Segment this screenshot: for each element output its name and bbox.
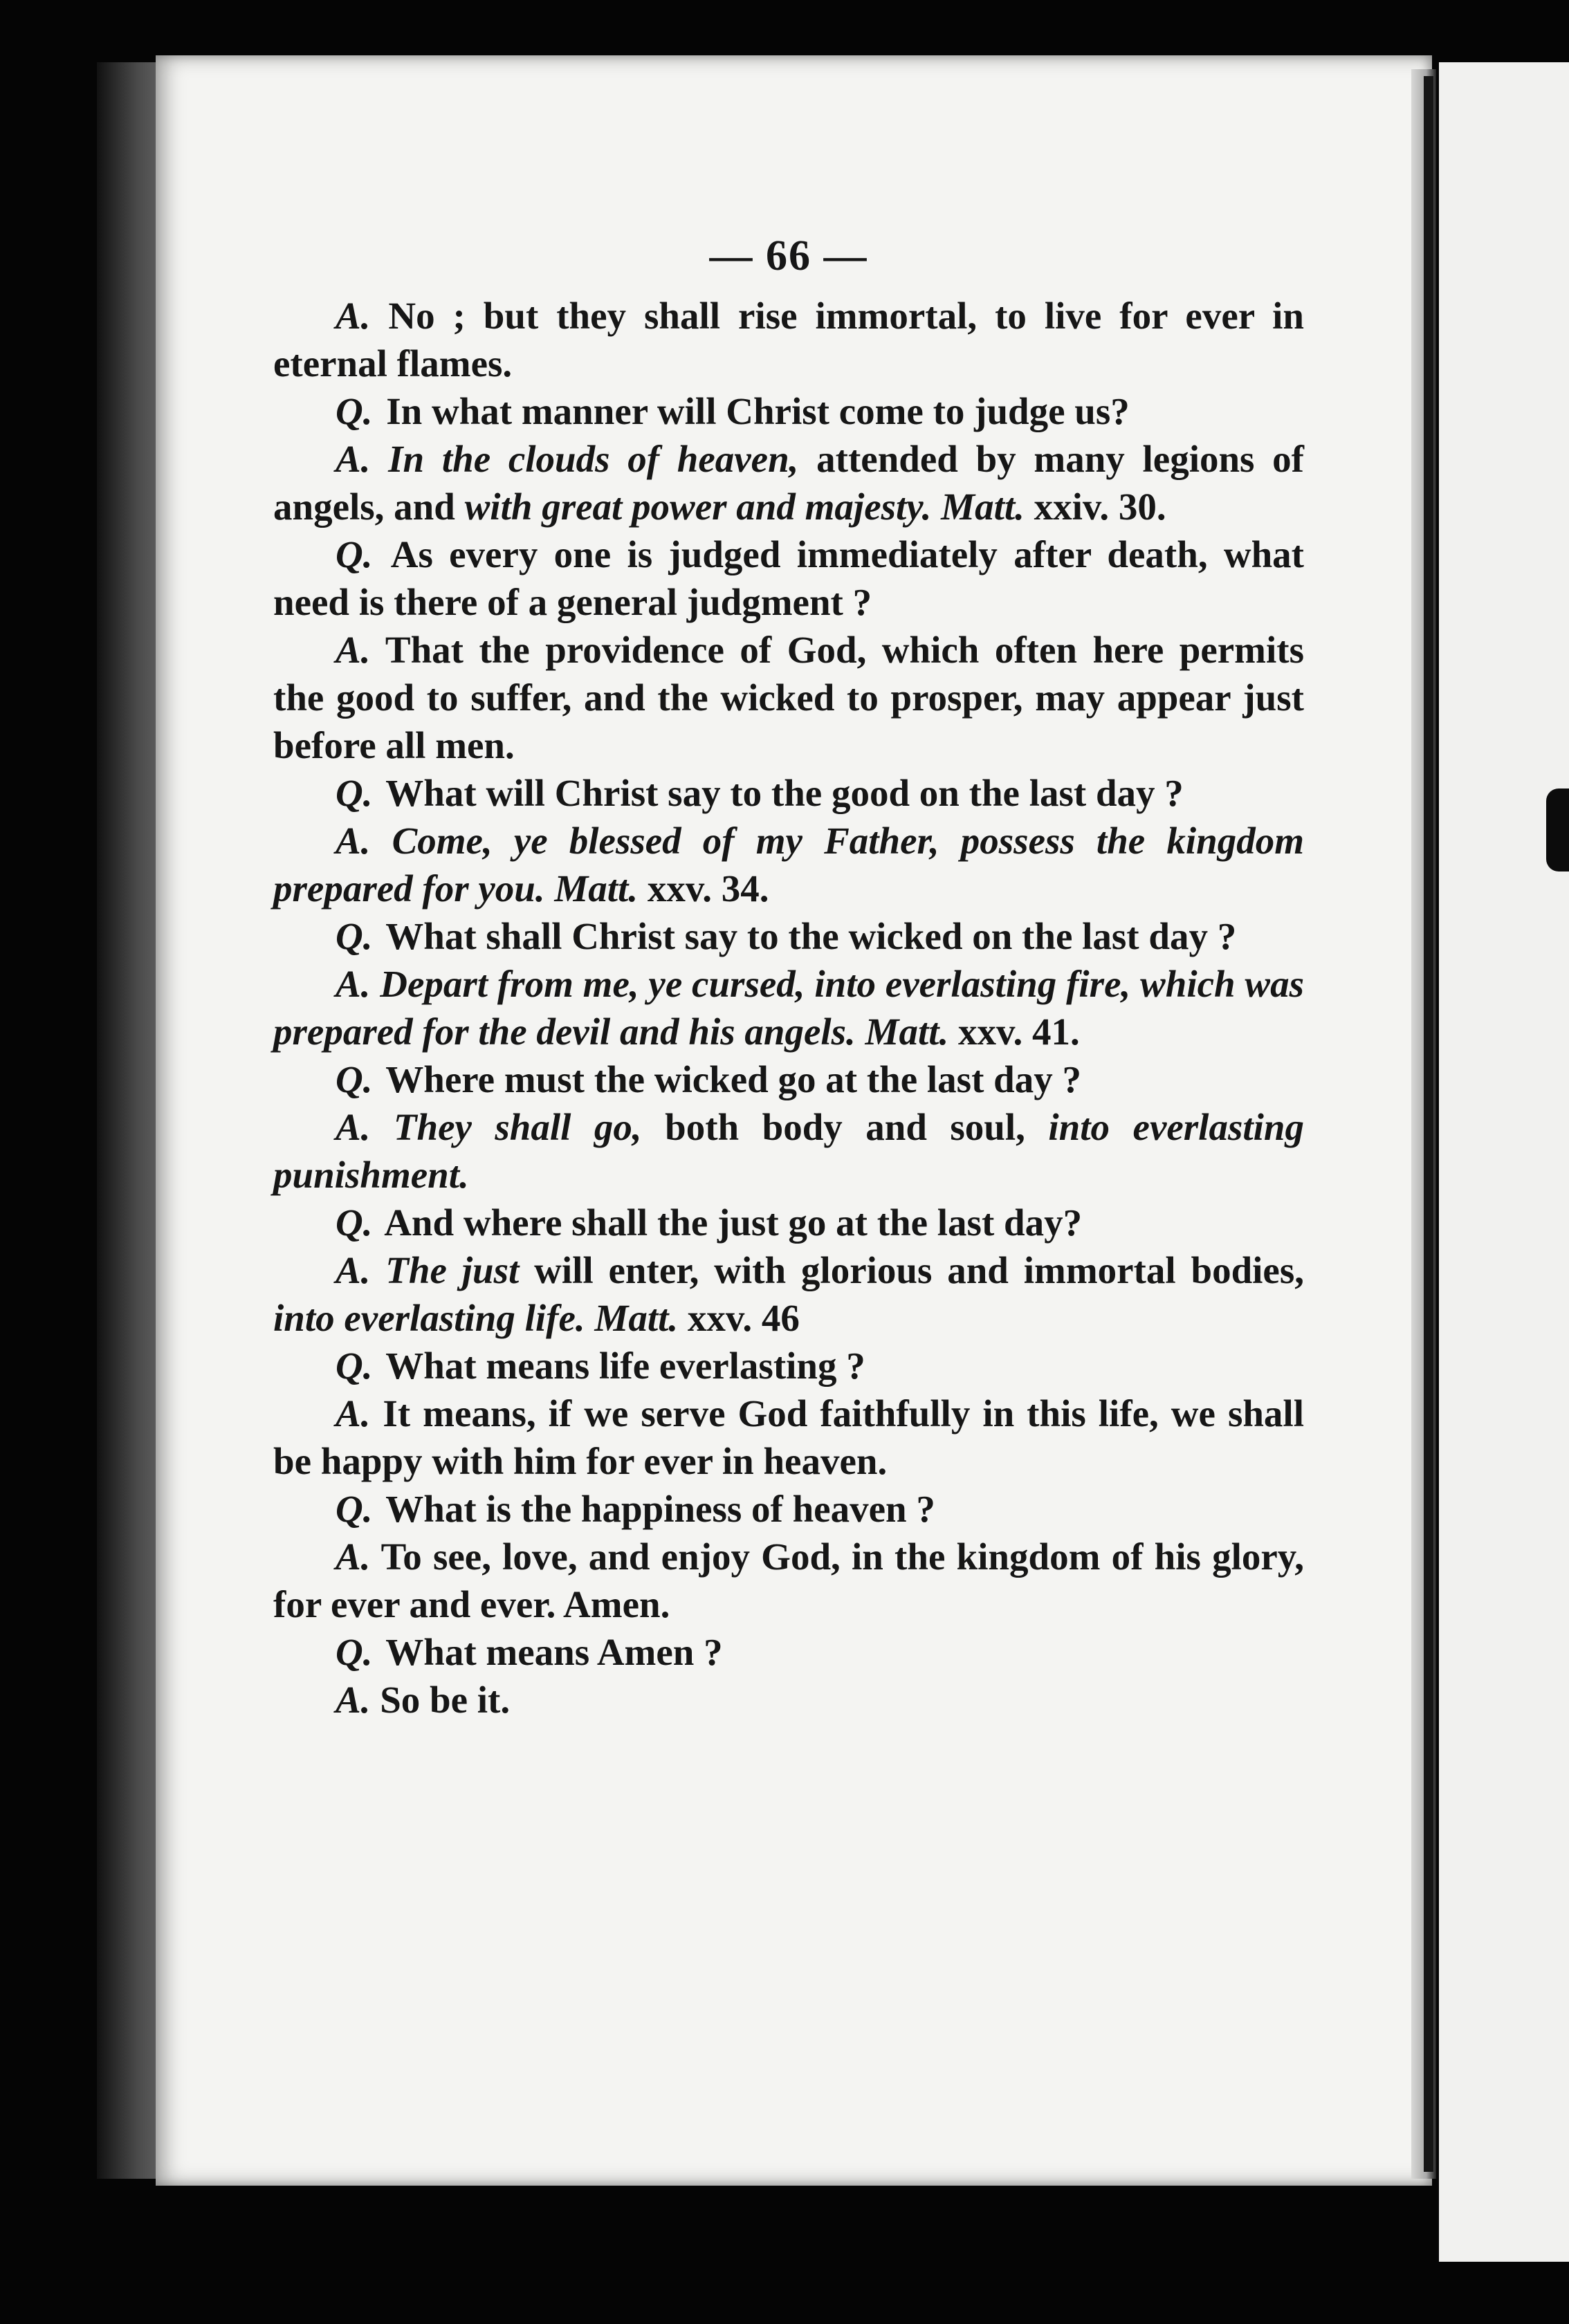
question-paragraph	[273, 1055, 1304, 1103]
page-number: — 66 —	[709, 232, 868, 279]
question-label: Q.	[336, 1631, 373, 1673]
answer-label: A.	[336, 1249, 371, 1291]
answer-label: A.	[336, 1536, 371, 1578]
italic-text: Depart from me, ye cursed, into everlasting fire, which was prepared for the devil and his angels. Matt.	[273, 963, 1304, 1053]
text-segment: So be it.	[370, 1679, 511, 1721]
italic-text: In the clouds of heaven,	[370, 438, 799, 480]
answer-paragraph	[273, 960, 1304, 1055]
text-segment: As every one is judged immediately after death, what need is there of a general judgment ?	[273, 533, 1304, 623]
question-label: Q.	[336, 1058, 373, 1100]
answer-label: A.	[336, 438, 371, 480]
question-paragraph	[273, 1342, 1304, 1390]
italic-text: The just	[370, 1249, 520, 1291]
answer-paragraph	[273, 626, 1304, 769]
text-segment: What means life everlasting ?	[376, 1345, 865, 1387]
answer-paragraph	[273, 1676, 1304, 1724]
text-segment: And where shall the just go at the last day?	[376, 1201, 1083, 1244]
question-paragraph	[273, 387, 1304, 435]
question-label: Q.	[336, 915, 373, 957]
text-segment: attended by many legions of angels, and	[273, 438, 1304, 528]
question-paragraph	[273, 531, 1304, 626]
question-paragraph	[273, 912, 1304, 960]
page-content	[273, 232, 1304, 1724]
answer-paragraph	[273, 1390, 1304, 1485]
text-segment: It means, if we serve God faithfully in this life, we shall be happy with him for ever in heaven.	[273, 1392, 1304, 1482]
question-label: Q.	[336, 533, 373, 575]
text-segment: xxv. 34.	[638, 867, 769, 910]
question-label: Q.	[336, 1201, 373, 1244]
text-segment: What will Christ say to the good on the last day ?	[376, 772, 1184, 814]
answer-label: A.	[336, 295, 371, 337]
text-segment: No ; but they shall rise immortal, to live for ever in eternal flames.	[273, 295, 1304, 385]
question-label: Q.	[336, 390, 373, 432]
answer-label: A.	[336, 629, 371, 671]
answer-paragraph	[273, 292, 1304, 387]
italic-text: They shall go,	[370, 1106, 642, 1148]
text-segment: xxv. 46	[678, 1297, 800, 1339]
italic-text: with great power and majesty. Matt.	[464, 486, 1025, 528]
answer-label: A.	[336, 1679, 371, 1721]
text-segment: What means Amen ?	[376, 1631, 723, 1673]
text-segment: both body and soul,	[641, 1106, 1049, 1148]
text-segment: That the providence of God, which often here permits the good to suffer, and the wicked to prosper, may appear just before all men.	[273, 629, 1304, 766]
text-segment: will enter, with glorious and immortal bodies,	[519, 1249, 1305, 1291]
answer-label: A.	[336, 963, 371, 1005]
answer-paragraph	[273, 1103, 1304, 1199]
question-label: Q.	[336, 1488, 373, 1530]
italic-text: Come, ye blessed of my Father, possess the kingdom prepared for you. Matt.	[273, 820, 1304, 910]
text-segment: In what manner will Christ come to judge us?	[376, 390, 1130, 432]
text-segment: What shall Christ say to the wicked on the last day ?	[376, 915, 1237, 957]
answer-paragraph	[273, 435, 1304, 531]
question-label: Q.	[336, 1345, 373, 1387]
answer-label: A.	[336, 1392, 371, 1435]
facing-page-edge	[1439, 62, 1569, 2262]
italic-text: into everlasting punishment.	[273, 1106, 1305, 1196]
text-segment: xxv. 41.	[948, 1011, 1080, 1053]
question-paragraph	[273, 1628, 1304, 1676]
catechism-text	[273, 292, 1304, 1724]
question-label: Q.	[336, 772, 373, 814]
text-segment: What is the happiness of heaven ?	[376, 1488, 935, 1530]
answer-label: A.	[336, 1106, 371, 1148]
question-paragraph	[273, 1485, 1304, 1533]
question-paragraph	[273, 769, 1304, 817]
answer-label: A.	[336, 820, 371, 862]
text-segment: To see, love, and enjoy God, in the kingdom of his glory, for ever and ever. Amen.	[273, 1536, 1304, 1625]
answer-paragraph	[273, 1246, 1304, 1342]
question-paragraph	[273, 1199, 1304, 1246]
book-gutter	[1424, 76, 1433, 2172]
text-segment: Where must the wicked go at the last day ?	[376, 1058, 1081, 1100]
answer-paragraph	[273, 817, 1304, 912]
text-segment: xxiv. 30.	[1024, 486, 1166, 528]
answer-paragraph	[273, 1533, 1304, 1628]
ink-blot	[1546, 788, 1569, 872]
italic-text: into everlasting life. Matt.	[273, 1297, 679, 1339]
